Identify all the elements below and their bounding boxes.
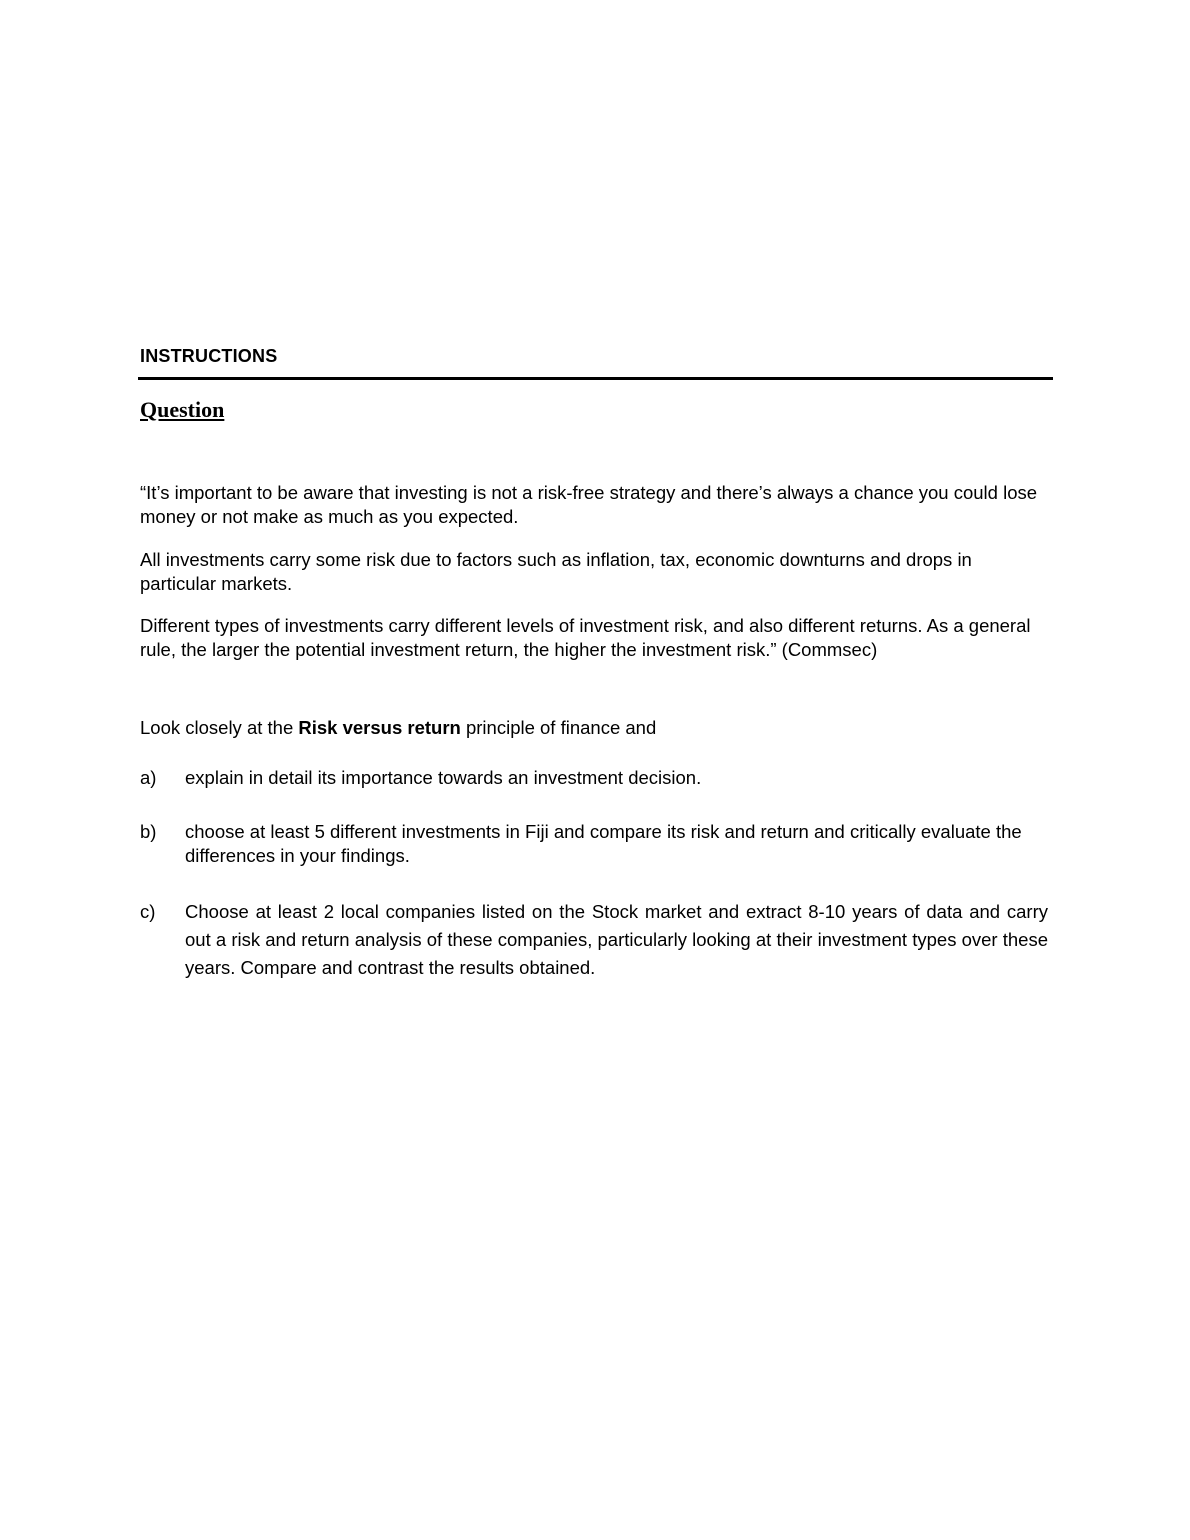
list-marker: b)	[140, 821, 157, 842]
question-heading: Question	[140, 397, 225, 422]
prompt-paragraph	[140, 716, 1040, 740]
instructions-heading: INSTRUCTIONS	[140, 346, 278, 366]
quote-paragraph-3: Different types of investments carry different levels of investment risk, and also different returns. As a general rule, the larger the potential investment return, the higher the investment risk.” (Commsec)	[140, 615, 1031, 660]
prompt-bold-term: Risk versus return	[298, 717, 461, 738]
horizontal-rule	[138, 377, 1053, 380]
list-item-text: choose at least 5 different investments in Fiji and compare its risk and return and critically evaluate the differences in your findings.	[185, 821, 1022, 866]
quote-paragraph-2: All investments carry some risk due to factors such as inflation, tax, economic downturns and drops in particular markets.	[140, 549, 972, 594]
prompt-text-before: Look closely at the	[140, 717, 299, 738]
list-marker: a)	[140, 767, 157, 788]
quote-paragraph-1: “It’s important to be aware that investing is not a risk-free strategy and there’s always a chance you could lose money or not make as much as you expected.	[140, 482, 1038, 527]
prompt-text-after: principle of finance and	[460, 717, 657, 738]
list-item-text: explain in detail its importance towards an investment decision.	[185, 767, 702, 788]
list-item-text: Choose at least 2 local companies listed on the Stock market and extract 8-10 years of data and carry out a risk and return analysis of these companies, particularly looking at their investment types over these years. Compare and contrast the results obtained.	[185, 901, 1048, 978]
list-marker: c)	[140, 901, 156, 922]
